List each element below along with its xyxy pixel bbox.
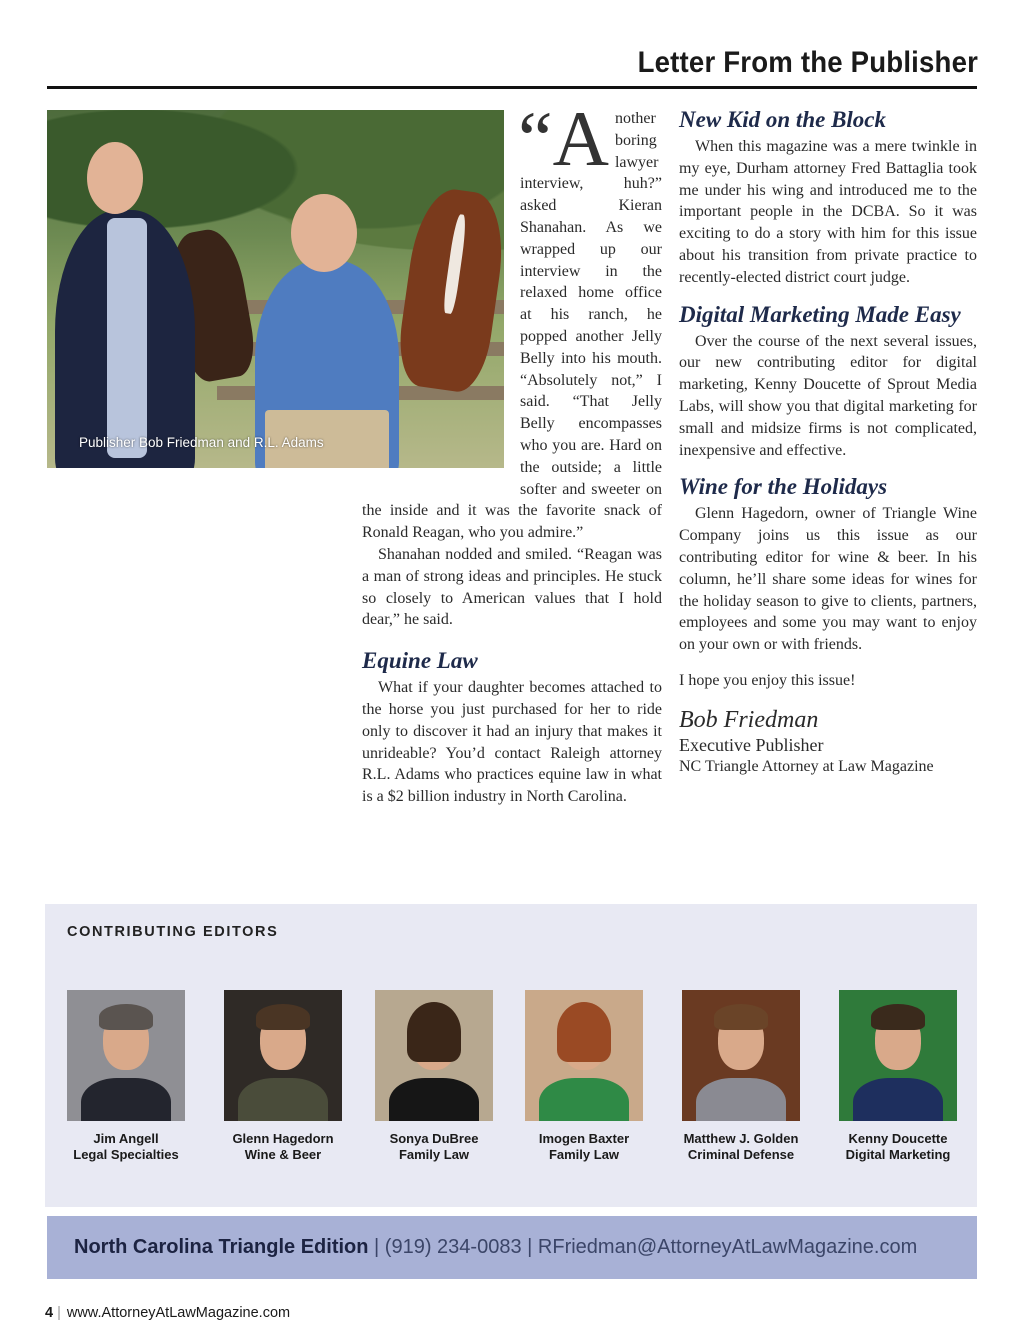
editor-card [204, 990, 362, 1163]
wine-heading: Wine for the Holidays [679, 474, 888, 500]
editor-portrait [525, 990, 643, 1121]
edition-banner [47, 1216, 977, 1279]
editor-portrait [224, 990, 342, 1121]
editor-name: Jim Angell [93, 1131, 159, 1146]
contributing-editors-panel [45, 904, 977, 1207]
editor-card [662, 990, 820, 1163]
banner-email-link[interactable]: RFriedman@AttorneyAtLawMagazine.com [537, 1236, 918, 1258]
editor-specialty: Digital Marketing [845, 1147, 951, 1162]
footer-separator: | [57, 1305, 61, 1321]
editor-specialty: Family Law [398, 1147, 470, 1162]
photo-wrap-spacer [362, 108, 520, 488]
banner-separator: | [527, 1236, 533, 1258]
page-number: 4 [45, 1305, 54, 1321]
editor-card [355, 990, 513, 1163]
photo-person-left-head [87, 142, 143, 214]
contributing-editors-heading: CONTRIBUTING EDITORS [67, 924, 279, 940]
edition-name: North Carolina Triangle Edition [74, 1236, 369, 1258]
editor-name: Imogen Baxter [538, 1131, 630, 1146]
right-column [679, 106, 977, 778]
editor-specialty: Criminal Defense [687, 1147, 795, 1162]
editor-card [47, 990, 205, 1163]
equine-law-body: What if your daughter becomes attached to the horse you just purchased for her to ride only to discover it had an injury that makes it unrideable? You’d contact Raleigh attorney R.L. Adams who practices equine law in what is a $2 billion industry in North Carolina. [362, 679, 662, 806]
editor-specialty: Wine & Beer [244, 1147, 322, 1162]
editor-portrait [839, 990, 957, 1121]
editor-portrait [682, 990, 800, 1121]
photo-person-right-head [291, 194, 357, 272]
editor-card [505, 990, 663, 1163]
editor-name: Matthew J. Golden [683, 1131, 799, 1146]
photo-person-left-shirt [107, 218, 147, 458]
signature-organization: NC Triangle Attorney at Law Magazine [679, 757, 934, 775]
editor-name: Sonya DuBree [389, 1131, 479, 1146]
editor-specialty: Family Law [548, 1147, 620, 1162]
new-kid-heading: New Kid on the Block [679, 107, 887, 132]
drop-cap: “A [518, 95, 609, 182]
banner-separator: | [374, 1236, 380, 1258]
equine-law-heading: Equine Law [362, 648, 478, 674]
editor-portrait [375, 990, 493, 1121]
page-footer [45, 1305, 290, 1321]
editor-name: Glenn Hagedorn [232, 1131, 334, 1146]
editor-name: Kenny Doucette [848, 1131, 948, 1146]
intro-text: nother boring lawyer interview, huh?” asked Kieran Shanahan. As we wrapped up our interview in the relaxed home office at his ranch, he popped another Jelly Belly into his mouth. “Absolutely not,” I said. “That Jelly Belly encompasses who you are. Hard on the outside; a little softer and sweeter on the inside and it was the favorite snack of Ronald Reagan, who you admire.” [362, 110, 662, 542]
signature-name: Bob Friedman [679, 706, 819, 733]
digital-marketing-heading: Digital Marketing Made Easy [679, 301, 961, 327]
closing-line: I hope you enjoy this issue! [679, 671, 856, 689]
wine-body: Glenn Hagedorn, owner of Triangle Wine Company joins us this issue as our contributing editor for wine & beer. In his column, he’ll share some ideas for wines for the holiday season to give to clients, partners, employees and some you may want to enjoy on your own or with friends. [679, 505, 977, 654]
new-kid-body: When this magazine was a mere twinkle in my eye, Durham attorney Fred Battaglia took me under his wing and introduced me to the important people in the DCBA. So it was exciting to do a story with him for this issue about his transition from private practice to recently-elected district court judge. [679, 138, 977, 286]
digital-marketing-body: Over the course of the next several issues, our new contributing editor for digital marketing, Kenny Doucette of Sprout Media Labs, will show you that digital marketing for small and midsize firms is not complicated, inexpensive and effective. [679, 332, 977, 459]
photo-caption: Publisher Bob Friedman and R.L. Adams [79, 435, 324, 450]
intro-column [362, 95, 662, 808]
page-title: Letter From the Publisher [637, 46, 978, 79]
title-rule [47, 86, 977, 89]
editor-specialty: Legal Specialties [73, 1147, 179, 1162]
banner-phone[interactable]: (919) 234-0083 [384, 1236, 522, 1258]
editor-portrait [67, 990, 185, 1121]
intro-paragraph-2: Shanahan nodded and smiled. “Reagan was a man of strong ideas and principles. He stuck so closely to American values that I hold dear,” he said. [362, 545, 662, 629]
footer-website-link[interactable]: www.AttorneyAtLawMagazine.com [66, 1305, 291, 1321]
signature-title: Executive Publisher [679, 734, 824, 755]
editor-card [819, 990, 977, 1163]
